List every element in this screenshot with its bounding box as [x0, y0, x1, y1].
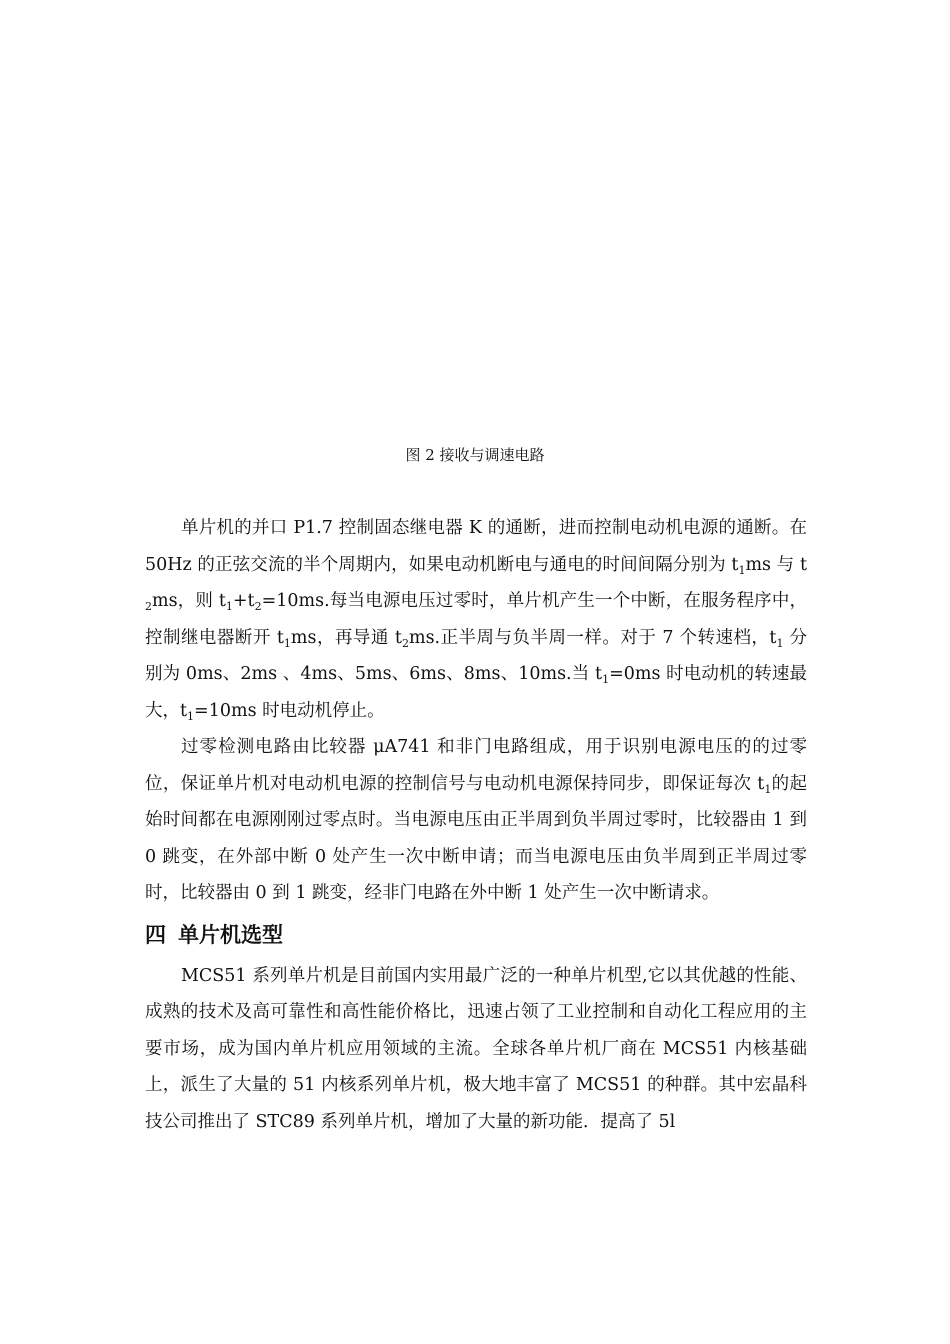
text-run: ms.正半周与负半周一样。对于 7 个转速档，t	[408, 627, 777, 648]
text-run: ms，再导通 t	[290, 627, 402, 648]
text-run: 的起始时间都在电源刚刚过零点时。当电源电压由正半周到负半周过零时，比较器由 1 到 0 跳变，在外部中断 0 处产生一次中断申请；而当电源电压由负半周到正半周过零时，比较器由 0 到 1 跳变，经非门电路在外中断 1 处产生一次中断请求。	[145, 773, 807, 903]
subscript: 1	[602, 673, 610, 686]
subscript: 2	[145, 600, 152, 613]
section-number: 四	[145, 922, 166, 947]
subscript: 1	[283, 636, 291, 650]
section-title: 单片机选型	[178, 922, 283, 947]
subscript: 2	[401, 636, 409, 650]
subscript: 1	[764, 782, 772, 796]
subscript: 1	[776, 636, 784, 650]
document-body	[145, 510, 807, 1140]
figure-caption: 图 2 接收与调速电路	[405, 446, 545, 464]
text-run: =0ms 时电动机的转速最大，t	[145, 664, 807, 721]
text-run: =10ms 时电动机停止。	[194, 700, 385, 721]
subscript: 1	[225, 600, 233, 613]
text-run: ms 与 t	[745, 554, 808, 575]
paragraph-zero-crossing	[145, 729, 807, 912]
text-run: 过零检测电路由比较器 μA741 和非门电路组成，用于识别电源电压的的过零位，保证单片机对电动机电源的控制信号与电动机电源保持同步，即保证每次 t	[145, 737, 807, 794]
text-run: 单片机的并口 P1.7 控制固态继电器 K 的通断，进而控制电动机电源的通断。在 50Hz 的正弦交流的半个周期内，如果电动机断电与通电的时间间隔分别为 t	[145, 518, 807, 575]
paragraph-mcs51: MCS51 系列单片机是目前国内实用最广泛的一种单片机型,它以其优越的性能、成熟的技术及高可靠性和高性能价格比，迅速占领了工业控制和自动化工程应用的主要市场，成为国内单片机应用领域的主流。全球各单片机厂商在 MCS51 内核基础上，派生了大量的 51 内核系列单片机，极大地丰富了 MCS51 的种群。其中宏晶科技公司推出了 STC89 系列单片机，增加了大量的新功能．提高了 5l	[145, 965, 807, 1132]
subscript: 1	[187, 709, 195, 723]
text-run: +t	[232, 591, 255, 611]
text-run: ms，则 t	[152, 591, 226, 611]
text-run: 分别为 0ms、2ms 、4ms、5ms、6ms、8ms、10ms.当 t	[145, 627, 807, 684]
text-run: =10ms.每当电源电压过零时，单片机产生一个中断，在服务程序中，控制继电器断开 t	[145, 591, 807, 648]
subscript: 1	[738, 563, 746, 577]
subscript: 2	[254, 600, 262, 613]
section-heading	[145, 918, 807, 952]
paragraph-relay-control	[145, 510, 807, 729]
figure-image-area	[145, 60, 805, 430]
